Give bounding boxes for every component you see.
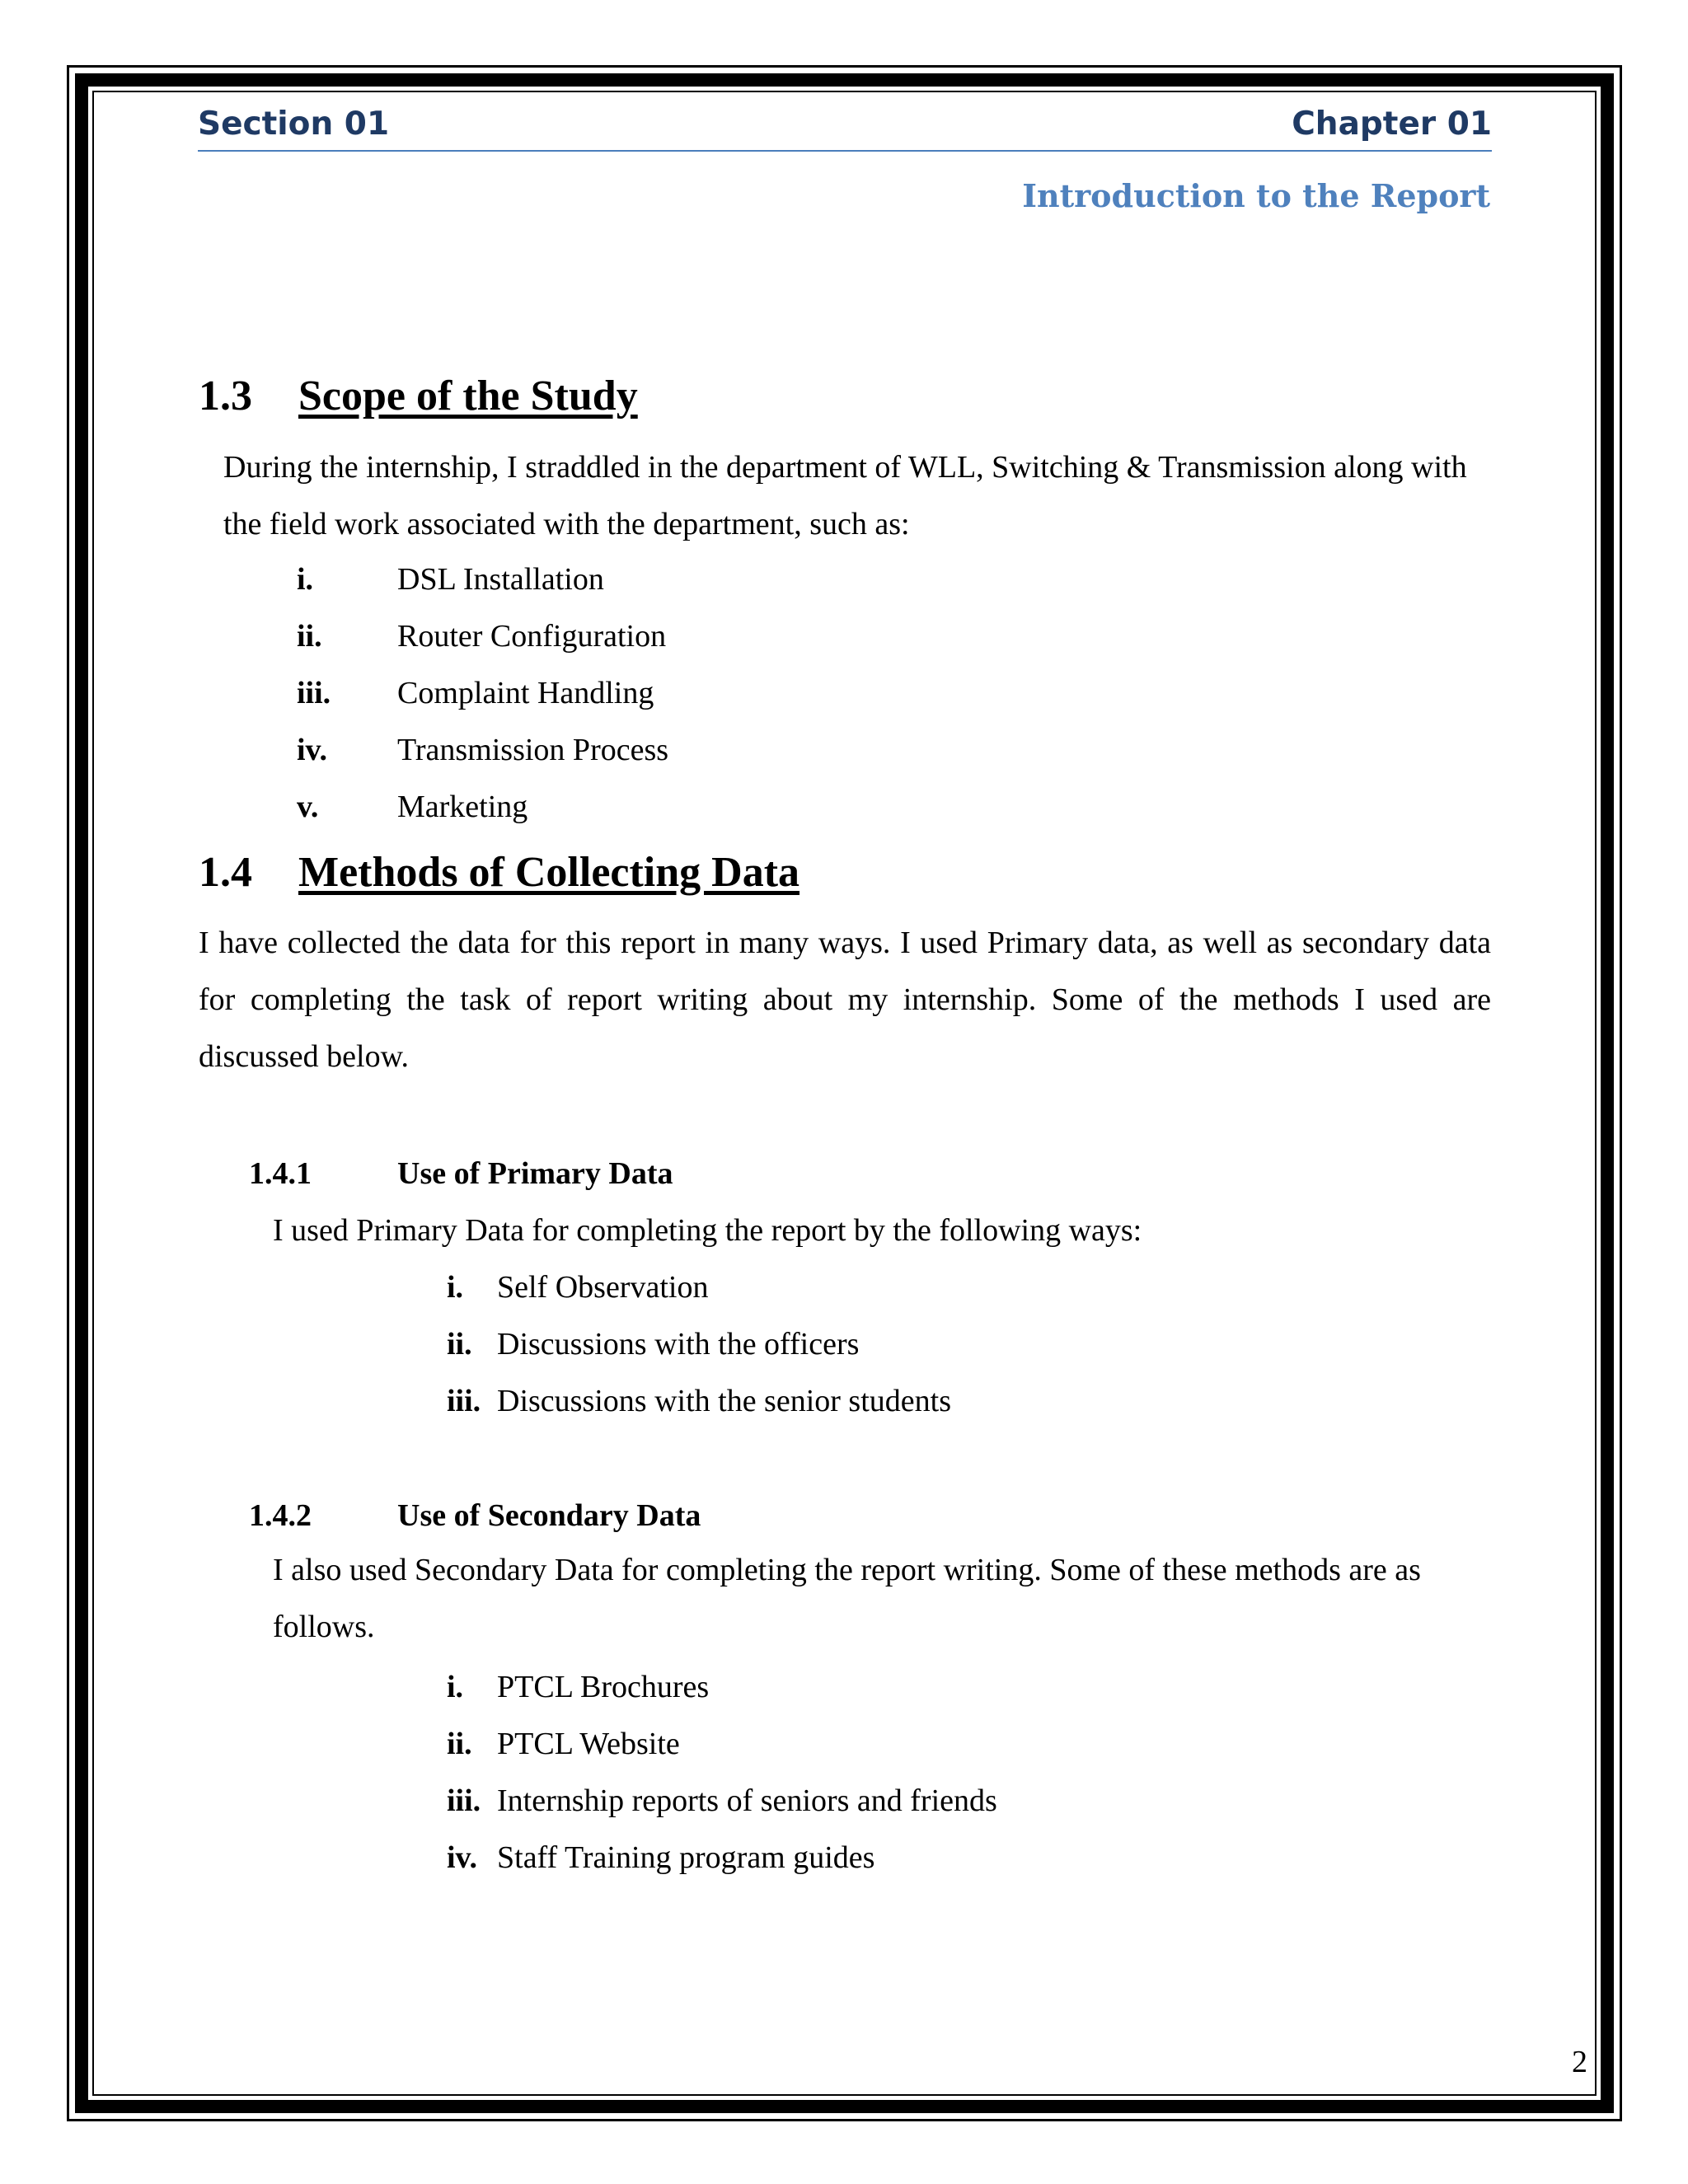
section-number: 1.4: [199, 849, 252, 896]
section-heading-methods: [199, 848, 799, 897]
list-item: [297, 618, 666, 654]
list-item: [297, 561, 604, 598]
list-item: [297, 732, 668, 768]
list-item: [447, 1669, 709, 1705]
scope-intro: During the internship, I straddled in the department of WLL, Switching & Transmission along with the field work associated with the department, such as:: [223, 450, 1467, 541]
list-text: Marketing: [397, 790, 528, 824]
list-item: [447, 1326, 859, 1362]
primary-intro: I used Primary Data for completing the report by the following ways:: [273, 1213, 1142, 1248]
list-marker: iv.: [297, 733, 327, 767]
list-text: Self Observation: [497, 1270, 709, 1305]
methods-intro: I have collected the data for this report in many ways. I used Primary data, as well as secondary data for completing the task of report writing about my internship. Some of the methods I used are discussed below.: [199, 926, 1491, 1074]
list-marker: i.: [297, 562, 314, 597]
subsection-number: 1.4.1: [249, 1156, 312, 1191]
list-text: Router Configuration: [397, 619, 667, 654]
list-marker: iii.: [447, 1783, 481, 1818]
list-text: Discussions with the senior students: [497, 1384, 951, 1418]
header-chapter: Chapter 01: [1292, 105, 1492, 143]
list-item: [447, 1383, 951, 1419]
list-item: [297, 675, 654, 711]
header-section: Section 01: [198, 105, 390, 143]
list-text: PTCL Website: [497, 1727, 680, 1761]
subsection-number: 1.4.2: [249, 1498, 312, 1533]
list-marker: iii.: [297, 676, 331, 710]
list-marker: ii.: [447, 1727, 472, 1761]
list-text: Discussions with the officers: [497, 1327, 860, 1361]
secondary-intro: I also used Secondary Data for completing the report writing. Some of these methods are as follows.: [273, 1553, 1421, 1644]
list-text: DSL Installation: [397, 562, 604, 597]
list-marker: iv.: [447, 1840, 477, 1875]
header-subtitle: Introduction to the Report: [1022, 177, 1490, 214]
subsection-heading-primary: [249, 1155, 673, 1192]
list-marker: i.: [447, 1270, 464, 1305]
section-title: Scope of the Study: [298, 373, 638, 419]
list-marker: iii.: [447, 1384, 481, 1418]
list-marker: ii.: [297, 619, 322, 654]
list-text: PTCL Brochures: [497, 1670, 710, 1704]
list-marker: v.: [297, 790, 319, 824]
list-text: Transmission Process: [397, 733, 669, 767]
subsection-title: Use of Primary Data: [397, 1156, 673, 1191]
list-text: Internship reports of seniors and friends: [497, 1783, 997, 1818]
subsection-title: Use of Secondary Data: [397, 1498, 701, 1533]
list-text: Complaint Handling: [397, 676, 654, 710]
section-number: 1.3: [199, 373, 252, 419]
list-item: [297, 789, 528, 825]
list-item: [447, 1726, 680, 1762]
list-marker: i.: [447, 1670, 464, 1704]
section-title: Methods of Collecting Data: [298, 849, 800, 896]
page-number: 2: [1572, 2045, 1587, 2079]
section-heading-scope: [199, 372, 638, 420]
list-item: [447, 1269, 708, 1305]
page-header: [198, 97, 1492, 152]
list-text: Staff Training program guides: [497, 1840, 875, 1875]
list-marker: ii.: [447, 1327, 472, 1361]
list-item: [447, 1783, 997, 1819]
subsection-heading-secondary: [249, 1497, 701, 1534]
list-item: [447, 1840, 874, 1876]
